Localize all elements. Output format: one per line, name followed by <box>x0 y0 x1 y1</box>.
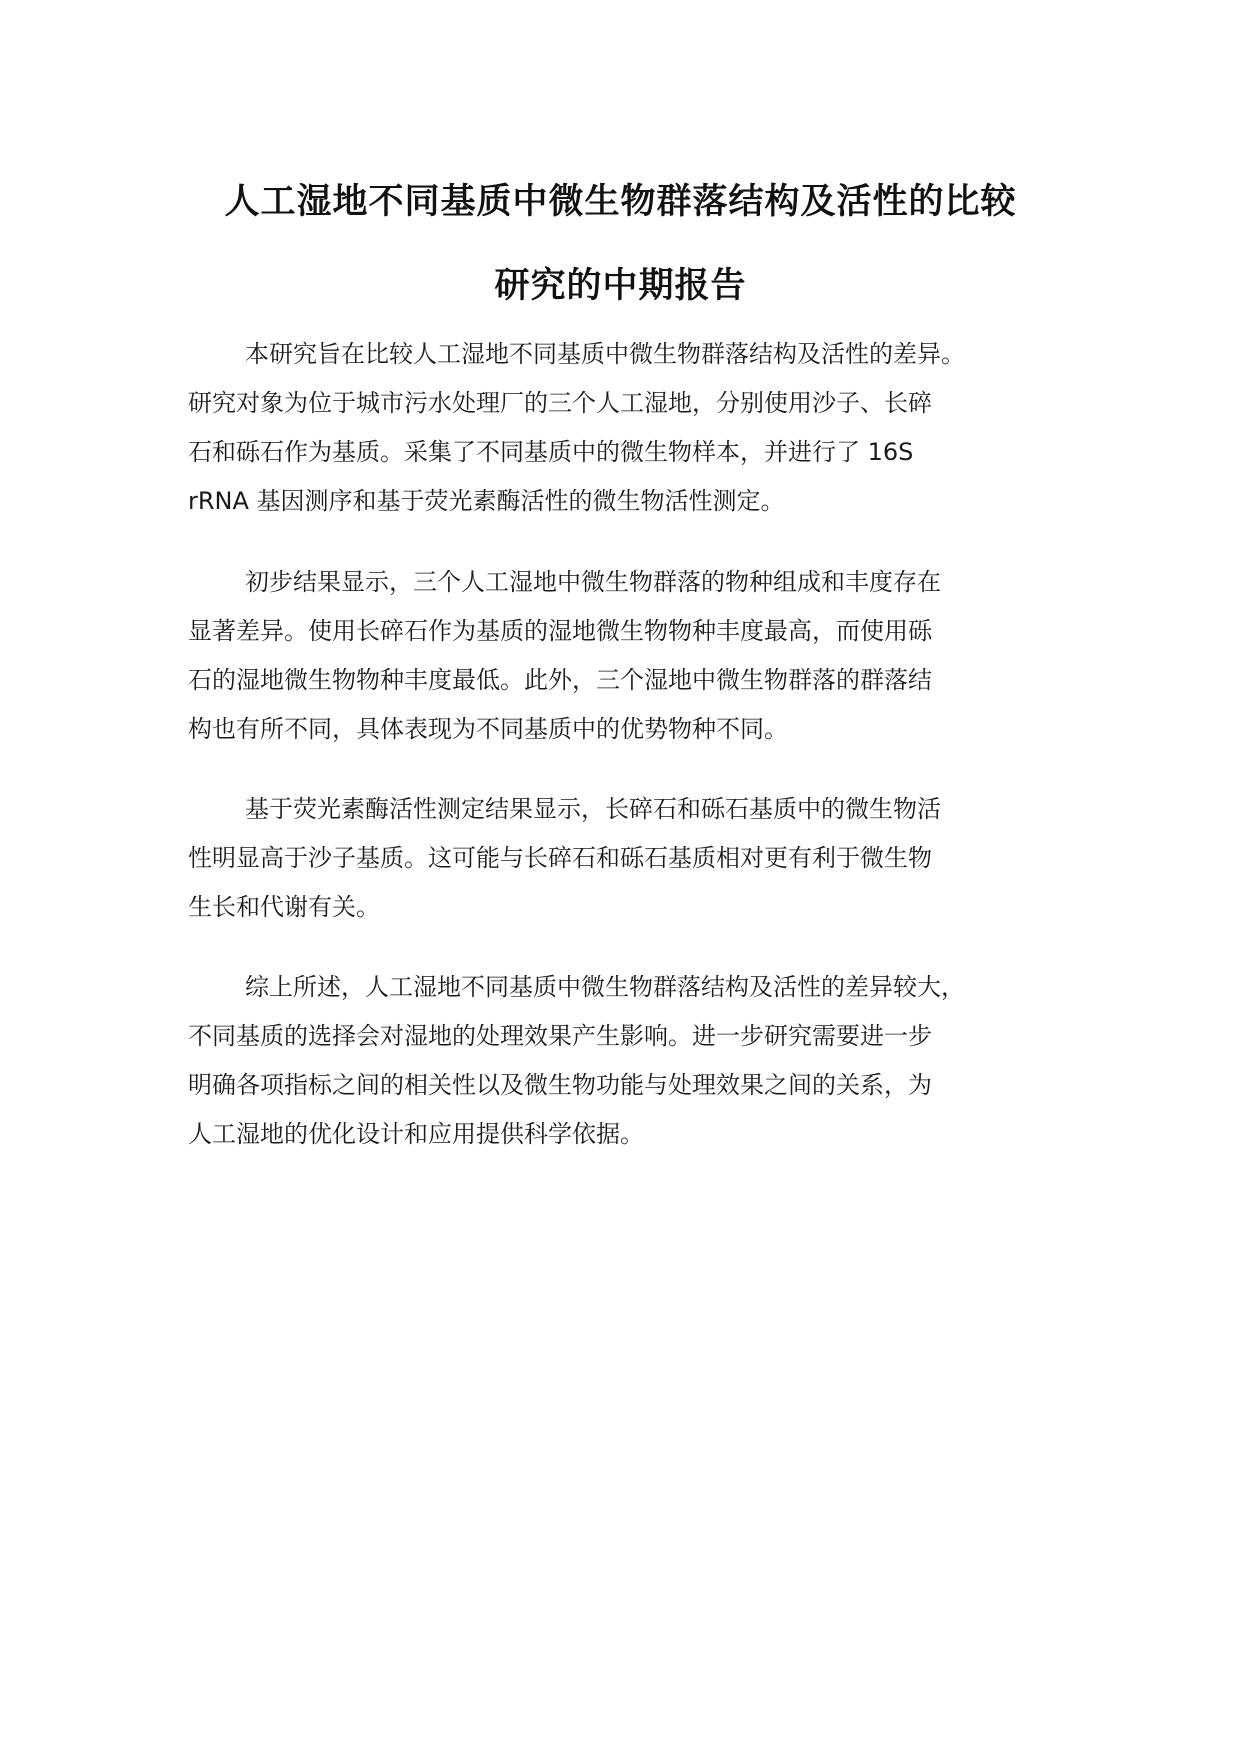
paragraph-line: 石和砾石作为基质。采集了不同基质中的微生物样本，并进行了 16S <box>188 438 914 466</box>
paragraph-line: 生长和代谢有关。 <box>188 893 380 921</box>
paragraph-line: 不同基质的选择会对湿地的处理效果产生影响。进一步研究需要进一步 <box>188 1022 932 1050</box>
paragraph-line: 本研究旨在比较人工湿地不同基质中微生物群落结构及活性的差异。 <box>245 340 965 368</box>
paragraph-line: rRNA 基因测序和基于荧光素酶活性的微生物活性测定。 <box>188 487 785 515</box>
paragraph-line: 显著差异。使用长碎石作为基质的湿地微生物物种丰度最高，而使用砾 <box>188 617 932 645</box>
paragraph-line: 构也有所不同，具体表现为不同基质中的优势物种不同。 <box>188 715 788 743</box>
paragraph-line: 初步结果显示，三个人工湿地中微生物群落的物种组成和丰度存在 <box>245 568 941 596</box>
paragraph-line: 研究对象为位于城市污水处理厂的三个人工湿地，分别使用沙子、长碎 <box>188 389 932 417</box>
paragraph-line: 基于荧光素酶活性测定结果显示，长碎石和砾石基质中的微生物活 <box>245 795 941 823</box>
paragraph-line: 性明显高于沙子基质。这可能与长碎石和砾石基质相对更有利于微生物 <box>188 844 932 872</box>
paragraph-line: 石的湿地微生物物种丰度最低。此外，三个湿地中微生物群落的群落结 <box>188 666 932 694</box>
paragraph-line: 综上所述，人工湿地不同基质中微生物群落结构及活性的差异较大， <box>245 973 965 1001</box>
document-title-line-1: 人工湿地不同基质中微生物群落结构及活性的比较 <box>224 182 1017 222</box>
paragraph-line: 人工湿地的优化设计和应用提供科学依据。 <box>188 1120 644 1148</box>
document-title-line-2: 研究的中期报告 <box>494 266 747 306</box>
paragraph-line: 明确各项指标之间的相关性以及微生物功能与处理效果之间的关系，为 <box>188 1071 932 1099</box>
